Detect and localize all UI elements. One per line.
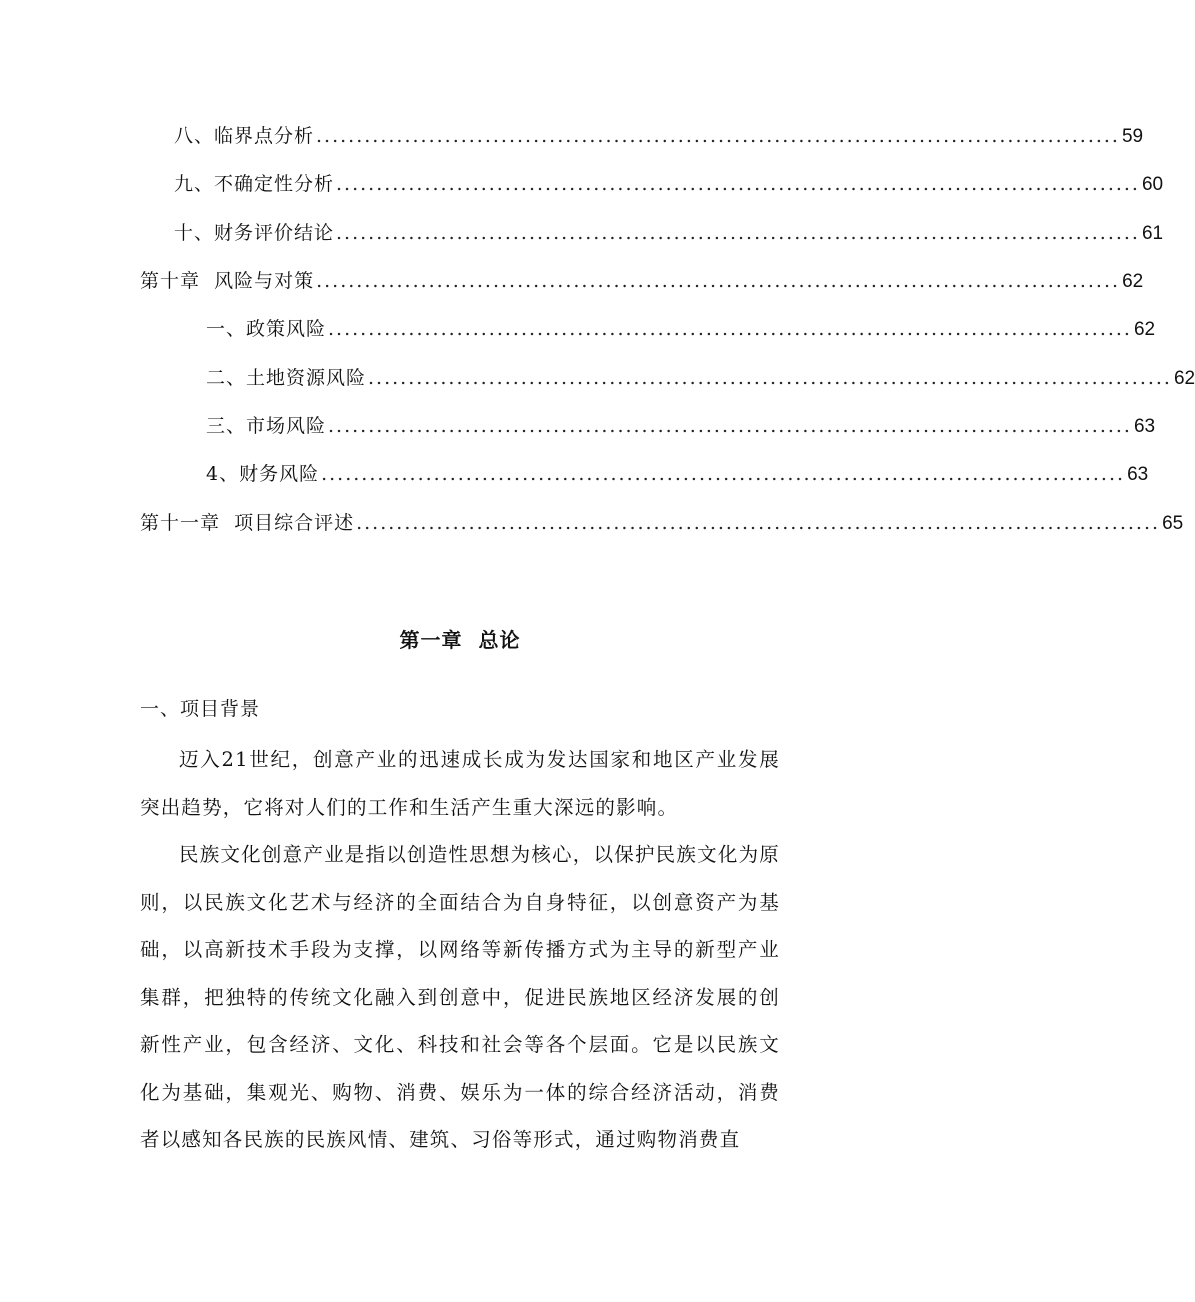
toc-entry-label: 一、政策风险 bbox=[206, 318, 327, 340]
body-paragraph: 民族文化创意产业是指以创造性思想为核心，以保护民族文化为原则，以民族文化艺术与经济的全面结合为自身特征，以创意资产为基础，以高新技术手段为支撑，以网络等新传播方式为主导的新型产业集群，把独特的传统文化融入到创意中，促进民族地区经济发展的创新性产业，包含经济、文化、科技和社会等各个层面。它是以民族文化为基础，集观光、购物、消费、娱乐为一体的综合经济活动，消费者以感知各民族的民族风情、建筑、习俗等形式，通过购物消费直 bbox=[140, 843, 780, 1151]
toc-leader-dots: .................................................................................................... bbox=[356, 512, 1161, 534]
toc-entry-page: 62 bbox=[1173, 368, 1195, 389]
toc-entry-page: 60 bbox=[1141, 174, 1164, 195]
toc-entry[interactable] bbox=[174, 221, 1164, 246]
toc-entry-label: 八、临界点分析 bbox=[174, 125, 315, 147]
toc-entry-page: 63 bbox=[1127, 464, 1149, 485]
toc-entry[interactable] bbox=[206, 414, 1156, 439]
toc-leader-dots: .................................................................................................... bbox=[336, 173, 1140, 195]
toc-entry-label: 第十章 风险与对策 bbox=[140, 270, 315, 292]
body-paragraph: 迈入21世纪，创意产业的迅速成长成为发达国家和地区产业发展突出趋势，它将对人们的工作和生活产生重大深远的影响。 bbox=[140, 748, 780, 819]
toc-entry-label: 九、不确定性分析 bbox=[174, 173, 335, 195]
toc-entry[interactable] bbox=[174, 124, 1144, 149]
toc-entry[interactable] bbox=[140, 511, 1184, 536]
toc-leader-dots: .................................................................................................... bbox=[316, 270, 1121, 292]
toc-entry-page: 59 bbox=[1121, 126, 1144, 147]
toc-entry-page: 62 bbox=[1133, 319, 1156, 340]
toc-leader-dots: .................................................................................................... bbox=[316, 125, 1120, 147]
toc-entry-page: 65 bbox=[1162, 513, 1184, 534]
toc-entry[interactable] bbox=[206, 317, 1156, 342]
toc-entry[interactable] bbox=[206, 462, 1149, 487]
chapter-title: 第一章 总论 bbox=[399, 628, 521, 652]
toc-entry-label: 二、土地资源风险 bbox=[206, 367, 367, 389]
toc-entry-label: 第十一章 项目综合评述 bbox=[140, 512, 355, 534]
toc-leader-dots: .................................................................................................... bbox=[328, 415, 1132, 437]
toc-entry-label: 三、市场风险 bbox=[206, 415, 327, 437]
toc-entry[interactable] bbox=[206, 366, 1195, 391]
toc-leader-dots: .................................................................................................... bbox=[368, 367, 1172, 389]
toc-entry-page: 63 bbox=[1133, 416, 1156, 437]
toc-entry[interactable] bbox=[140, 269, 1144, 294]
toc-entry[interactable] bbox=[174, 172, 1164, 197]
toc-leader-dots: .................................................................................................... bbox=[321, 463, 1126, 485]
toc-leader-dots: .................................................................................................... bbox=[328, 318, 1132, 340]
toc-entry-page: 61 bbox=[1141, 223, 1164, 244]
toc-entry-label: 十、财务评价结论 bbox=[174, 222, 335, 244]
toc-entry-label: 4、财务风险 bbox=[206, 463, 320, 485]
toc-leader-dots: .................................................................................................... bbox=[336, 222, 1140, 244]
section-heading: 一、项目背景 bbox=[140, 698, 261, 720]
toc-entry-page: 62 bbox=[1122, 271, 1144, 292]
